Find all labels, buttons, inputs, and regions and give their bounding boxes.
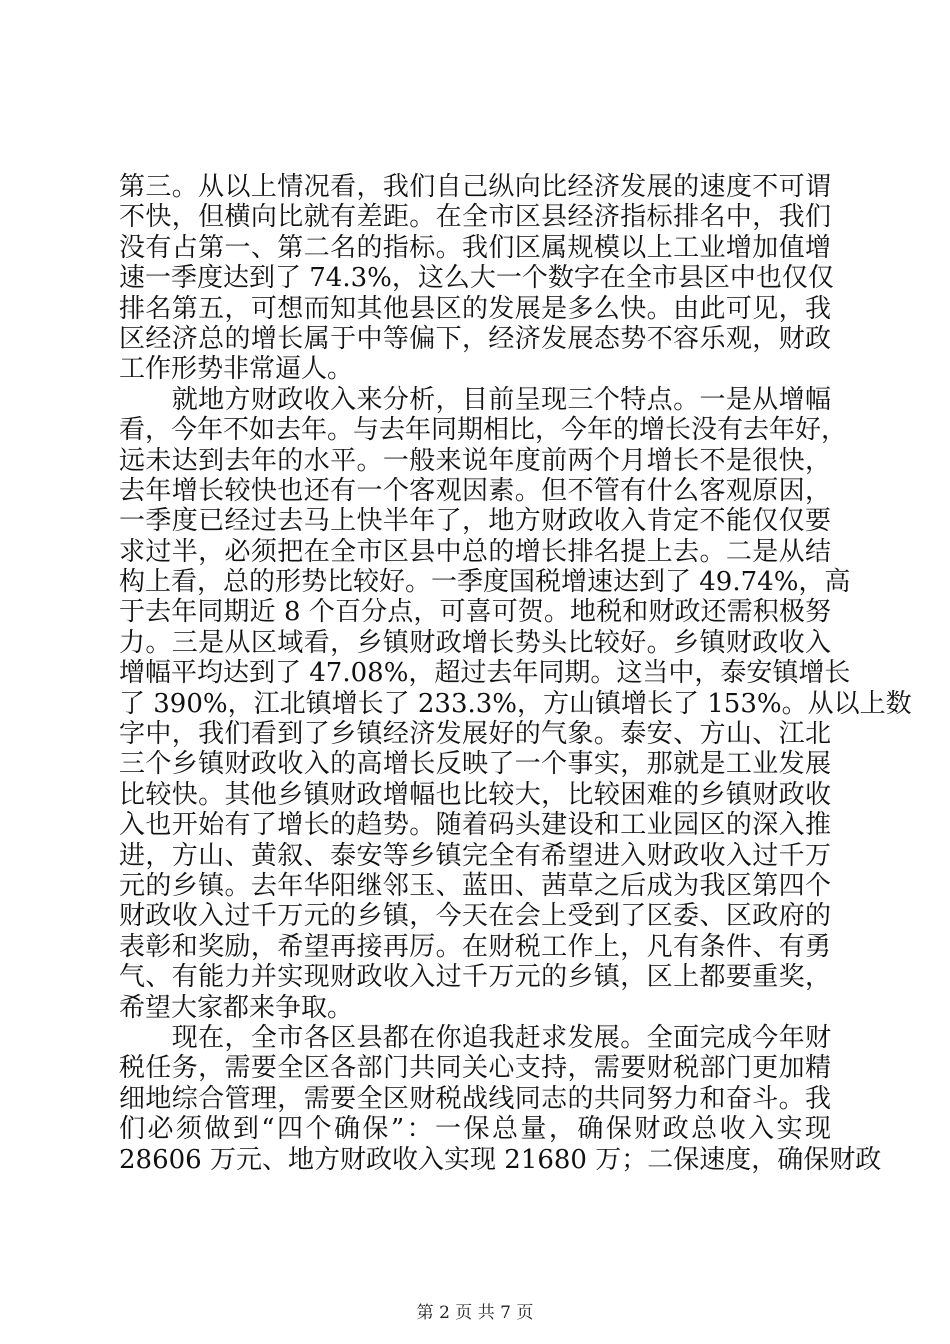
text-line: 入也开始有了增长的趋势。随着码头建设和工业园区的深入推: [119, 810, 831, 841]
text-line: 28606 万元、地方财政收入实现 21680 万；二保速度，确保财政: [119, 1144, 882, 1175]
text-line: 增幅平均达到了 47.08%，超过去年同期。这当中，泰安镇增长: [119, 658, 851, 689]
text-line: 细地综合管理，需要全区财税战线同志的共同努力和奋斗。我: [119, 1083, 831, 1114]
text-line: 构上看，总的形势比较好。一季度国税增速达到了 49.74%，高: [119, 567, 851, 598]
text-line: 三个乡镇财政收入的高增长反映了一个事实，那就是工业发展: [119, 749, 831, 780]
text-line: 元的乡镇。去年华阳继邻玉、蓝田、茜草之后成为我区第四个: [119, 870, 831, 901]
text-line: 们必须做到“四个确保”：一保总量，确保财政总收入实现: [119, 1114, 831, 1145]
page-number: 第 2 页 共 7 页: [416, 1303, 534, 1323]
text-line: 没有占第一、第二名的指标。我们区属规模以上工业增加值增: [119, 232, 831, 263]
text-line: 了 390%，江北镇增长了 233.3%，方山镇增长了 153%。从以上数: [119, 688, 912, 719]
text-line: 求过半，必须把在全市区县中总的增长排名提上去。二是从结: [119, 536, 831, 567]
document-body: [119, 172, 912, 1175]
text-line: 远未达到去年的水平。一般来说年度前两个月增长不是很快，: [119, 445, 831, 476]
text-line: 第三。从以上情况看，我们自己纵向比经济发展的速度不可谓: [119, 172, 831, 202]
text-line: 比较快。其他乡镇财政增幅也比较大，比较困难的乡镇财政收: [119, 779, 831, 810]
text-line: 字中，我们看到了乡镇经济发展好的气象。泰安、方山、江北: [119, 719, 831, 750]
page-footer: [0, 1303, 950, 1323]
text-line: 力。三是从区域看，乡镇财政增长势头比较好。乡镇财政收入: [119, 627, 831, 658]
text-line: 区经济总的增长属于中等偏下，经济发展态势不容乐观，财政: [119, 323, 831, 354]
text-line: 现在，全市各区县都在你追我赶求发展。全面完成今年财: [119, 1022, 831, 1053]
text-line: 财政收入过千万元的乡镇，今天在会上受到了区委、区政府的: [119, 901, 831, 932]
text-line: 就地方财政收入来分析，目前呈现三个特点。一是从增幅: [119, 384, 831, 415]
text-line: 不快，但横向比就有差距。在全市区县经济指标排名中，我们: [119, 202, 831, 233]
text-line: 速一季度达到了 74.3%，这么大一个数字在全市县区中也仅仅: [119, 263, 834, 294]
text-line: 于去年同期近 8 个百分点，可喜可贺。地税和财政还需积极努: [119, 597, 831, 628]
text-line: 税任务，需要全区各部门共同关心支持，需要财税部门更加精: [119, 1053, 831, 1084]
text-line: 工作形势非常逼人。: [119, 354, 354, 385]
text-line: 排名第五，可想而知其他县区的发展是多么快。由此可见，我: [119, 293, 831, 324]
text-line: 希望大家都来争取。: [119, 992, 354, 1023]
text-line: 气、有能力并实现财政收入过千万元的乡镇，区上都要重奖，: [119, 962, 831, 993]
text-line: 表彰和奖励，希望再接再厉。在财税工作上，凡有条件、有勇: [119, 931, 831, 962]
text-line: 进，方山、黄叙、泰安等乡镇完全有希望进入财政收入过千万: [119, 840, 831, 871]
text-line: 去年增长较快也还有一个客观因素。但不管有什么客观原因，: [119, 475, 831, 506]
text-line: 一季度已经过去马上快半年了，地方财政收入肯定不能仅仅要: [119, 506, 831, 537]
text-line: 看，今年不如去年。与去年同期相比，今年的增长没有去年好，: [119, 415, 848, 446]
